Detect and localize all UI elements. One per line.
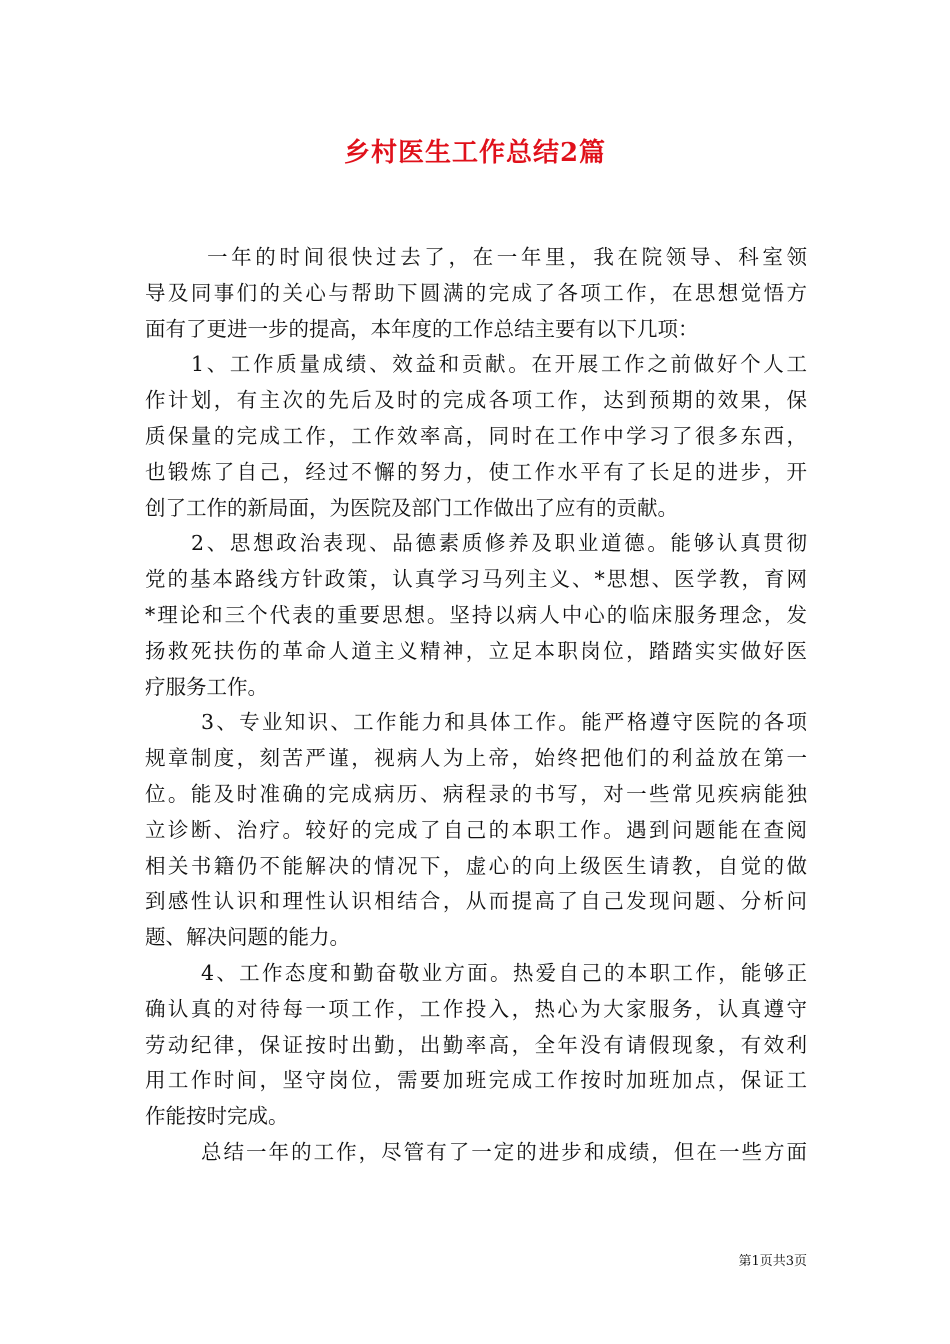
paragraph	[145, 1135, 807, 1171]
paragraph	[145, 347, 807, 526]
paragraph-line: 面有了更进一步的提高，本年度的工作总结主要有以下几项：	[145, 316, 699, 341]
paragraph-line: 一年的时间很快过去了，在一年里，我在院领导、科室领	[207, 245, 807, 269]
paragraph-line: 党的基本路线方针政策，认真学习马列主义、*思想、医学教，育网	[145, 567, 807, 592]
paragraph-line: 劳动纪律，保证按时出勤，出勤率高，全年没有请假现象，有效利	[145, 1032, 807, 1057]
paragraph-line: 创了工作的新局面，为医院及部门工作做出了应有的贡献。	[145, 495, 678, 520]
paragraph-line: 也锻炼了自己，经过不懈的努力，使工作水平有了长足的进步，开	[145, 459, 807, 484]
paragraph	[145, 705, 807, 956]
paragraph-line: 质保量的完成工作，工作效率高，同时在工作中学习了很多东西，	[145, 423, 807, 448]
document-title: 乡村医生工作总结2篇	[343, 138, 607, 168]
paragraph-line: 3、专业知识、工作能力和具体工作。能严格遵守医院的各项	[201, 710, 807, 735]
paragraph-line: 题、解决问题的能力。	[145, 925, 350, 950]
paragraph-line: 1、工作质量成绩、效益和贡献。在开展工作之前做好个人工	[191, 352, 807, 377]
paragraph-line: 用工作时间，坚守岗位，需要加班完成工作按时加班加点，保证工	[145, 1068, 807, 1093]
paragraph-line: 4、工作态度和勤奋敬业方面。热爱自己的本职工作，能够正	[201, 960, 807, 985]
paragraph-line: 相关书籍仍不能解决的情况下，虚心的向上级医生请教，自觉的做	[145, 853, 807, 878]
paragraph-line: 2、思想政治表现、品德素质修养及职业道德。能够认真贯彻	[191, 531, 807, 556]
paragraph-line: 扬救死扶伤的革命人道主义精神，立足本职岗位，踏踏实实做好医	[145, 638, 807, 663]
paragraph	[145, 240, 807, 347]
paragraph-line: 位。能及时准确的完成病历、病程录的书写，对一些常见疾病能独	[145, 781, 807, 806]
paragraph-line: 到感性认识和理性认识相结合，从而提高了自己发现问题、分析问	[145, 889, 807, 914]
paragraph-line: 疗服务工作。	[145, 674, 268, 699]
paragraph-line: 确认真的对待每一项工作，工作投入，热心为大家服务，认真遵守	[145, 996, 807, 1021]
document-body	[145, 240, 807, 1171]
paragraph-line: 作计划，有主次的先后及时的完成各项工作，达到预期的效果，保	[145, 388, 807, 413]
paragraph-line: 立诊断、治疗。较好的完成了自己的本职工作。遇到问题能在查阅	[145, 817, 807, 842]
paragraph-line: 导及同事们的关心与帮助下圆满的完成了各项工作，在思想觉悟方	[145, 280, 807, 305]
page-footer: 第1页共3页	[738, 1254, 807, 1269]
paragraph	[145, 526, 807, 705]
paragraph-line: 规章制度，刻苦严谨，视病人为上帝，始终把他们的利益放在第一	[145, 746, 807, 771]
paragraph-line: 作能按时完成。	[145, 1104, 289, 1129]
paragraph	[145, 956, 807, 1135]
paragraph-line: *理论和三个代表的重要思想。坚持以病人中心的临床服务理念，发	[145, 602, 807, 627]
paragraph-line: 总结一年的工作，尽管有了一定的进步和成绩，但在一些方面	[201, 1139, 807, 1164]
